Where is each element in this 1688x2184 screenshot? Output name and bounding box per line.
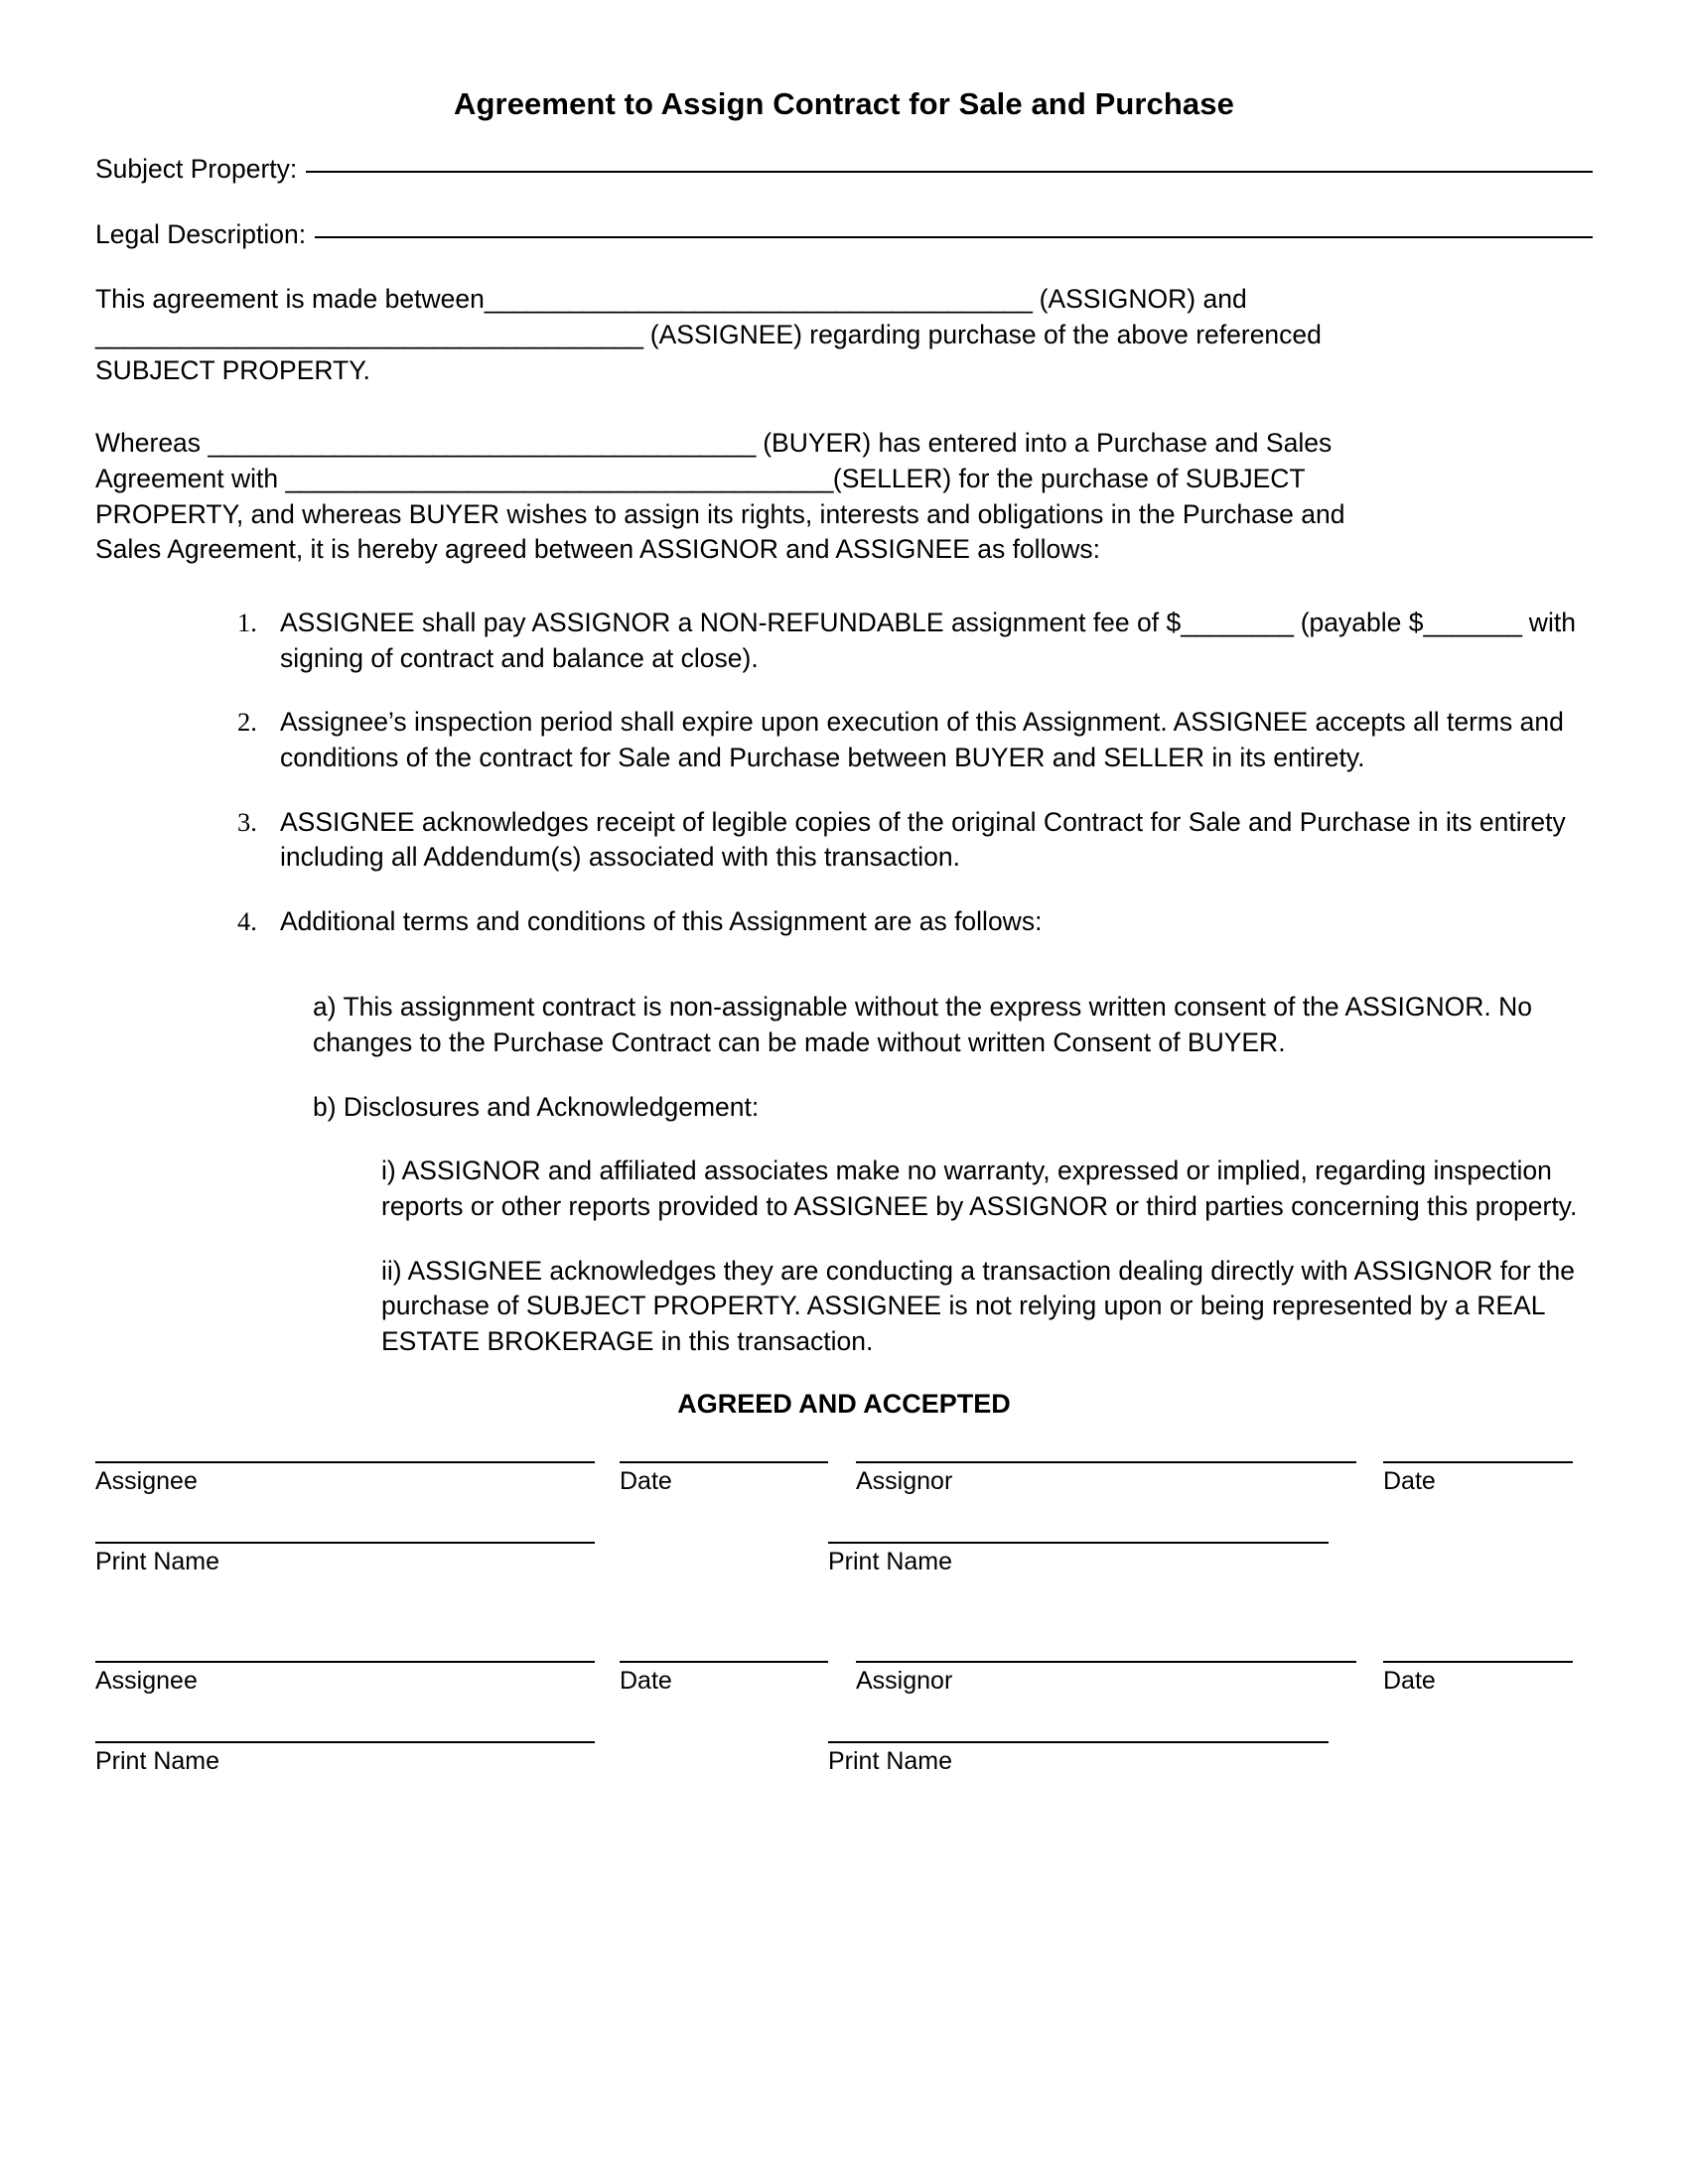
intro-line1-suffix: (ASSIGNOR) and [1039,284,1247,315]
clause-2-text: Assignee’s inspection period shall expire upon execution of this Assignment. ASSIGNEE accepts all terms and conditions of the contract for Sale and Purchase between BUYER and SELLER in its entirety. [280,707,1564,772]
date-label: Date [620,1466,672,1495]
clause-4-text: Additional terms and conditions of this Assignment are as follows: [280,905,1043,936]
assignee-label: Assignee [95,1466,198,1495]
clause-list [95,606,1593,939]
assignor-blank[interactable]: _______________________________________ [484,284,1033,315]
subject-property-label: Subject Property: [95,154,298,185]
spacer [95,1496,1593,1542]
spacer [95,1696,1593,1741]
intro-line1-prefix: This agreement is made between [95,284,485,315]
sub-sub-clause-ii: ii) ASSIGNEE acknowledges they are conducting a transaction dealing directly with ASSIGNOR for the purchase of SUBJECT PROPERTY. ASSIGNEE is not relying upon or being represented by a REAL ESTATE BROKERAGE in this transaction. [381,1255,1575,1356]
clause-marker: 3. [237,806,257,837]
spacer [95,1623,1593,1661]
assignor-print-name-cell-1 [828,1542,1329,1577]
spacer [95,1439,1593,1461]
legal-description-field [95,217,1593,253]
assignee-print-name-cell-2 [95,1741,595,1777]
clause-marker: 2. [237,707,257,738]
whereas-line2-suffix: (SELLER) for the purchase of SUBJECT [832,464,1306,494]
print-name-label: Print Name [95,1548,220,1576]
print-name-row-2 [95,1741,1593,1777]
date-label: Date [1383,1466,1436,1495]
spacer [95,252,1593,282]
assignor-print-name-cell-2 [828,1741,1329,1777]
whereas-line3: PROPERTY, and whereas BUYER wishes to assign its rights, interests and obligations in the Purchase and [95,498,1345,529]
assignee-signature-cell-1 [95,1461,595,1497]
spacer [95,968,1593,990]
clause-1-text-c: with signing of contract and balance at close). [280,607,1576,673]
print-name-row-1 [95,1542,1593,1577]
assignor-label: Assignor [856,1666,953,1695]
assignee-date-cell-1 [620,1461,828,1497]
deposit-amount-blank[interactable]: _______ [1423,607,1522,637]
assignee-print-name-cell-1 [95,1542,595,1577]
page-title: Agreement to Assign Contract for Sale and Purchase [454,86,1234,121]
intro-line3: SUBJECT PROPERTY. [95,354,370,385]
intro-paragraph [95,282,1593,388]
spacer [95,188,1593,217]
assignment-fee-blank[interactable]: ________ [1181,607,1294,637]
print-name-label: Print Name [828,1548,953,1576]
assignee-label: Assignee [95,1666,198,1695]
spacer [95,568,1593,606]
assignor-date-cell-1 [1383,1461,1573,1497]
clause-item-4 [95,904,1593,940]
print-name-label: Print Name [828,1747,953,1776]
assignor-signature-cell-2 [856,1661,1356,1697]
signature-row-1 [95,1461,1593,1497]
assignor-date-cell-2 [1383,1661,1573,1697]
assignee-signature-cell-2 [95,1661,595,1697]
clause-marker: 4. [237,905,257,936]
clause-3-text: ASSIGNEE acknowledges receipt of legible copies of the original Contract for Sale and Purchase in its entirety including all Addendum(s) associated with this transaction. [280,806,1566,873]
spacer [95,388,1593,426]
assignee-blank[interactable]: _______________________________________ [95,320,643,350]
clause-item-2 [95,705,1593,775]
sub-clause-a: a) This assignment contract is non-assignable without the express written consent of the ASSIGNOR. No changes to the Purchase Contract can be made without written Consent of BUYER. [313,992,1532,1058]
legal-description-label: Legal Description: [95,218,307,249]
agreed-and-accepted-heading: AGREED AND ACCEPTED [677,1388,1011,1419]
spacer [95,1577,1593,1623]
clause-1-text-a: ASSIGNEE shall pay ASSIGNOR a NON-REFUNDABLE assignment fee of $ [280,607,1182,637]
intro-line2-suffix: (ASSIGNEE) regarding purchase of the above referenced [649,320,1322,350]
date-label: Date [620,1666,672,1695]
whereas-paragraph [95,426,1593,568]
assignor-signature-cell-1 [856,1461,1356,1497]
spacer [95,122,1593,152]
clause-item-3 [95,805,1593,876]
buyer-blank[interactable]: _______________________________________ [208,428,756,459]
whereas-line2-prefix: Agreement with [95,464,279,494]
date-label: Date [1383,1666,1436,1695]
clause-marker: 1. [237,607,257,637]
whereas-line1-suffix: (BUYER) has entered into a Purchase and Sales [763,428,1333,459]
whereas-line1-prefix: Whereas [95,428,202,459]
sub-sub-clause-i: i) ASSIGNOR and affiliated associates make no warranty, expressed or implied, regarding inspection reports or other reports provided to ASSIGNEE by ASSIGNOR or third parties concerning this property. [381,1156,1578,1221]
signature-row-2 [95,1661,1593,1697]
sub-clause-b: b) Disclosures and Acknowledgement: [313,1091,760,1122]
clause-item-1 [95,606,1593,676]
whereas-line4: Sales Agreement, it is hereby agreed between ASSIGNOR and ASSIGNEE as follows: [95,534,1100,565]
clause-1-text-b: (payable $ [1293,607,1424,637]
assignee-date-cell-2 [620,1661,828,1697]
seller-blank[interactable]: _______________________________________ [285,464,833,494]
assignor-label: Assignor [856,1466,953,1495]
subject-property-input-rule[interactable] [306,171,1593,173]
legal-description-input-rule[interactable] [315,236,1593,238]
print-name-label: Print Name [95,1747,220,1776]
subject-property-field [95,152,1593,188]
